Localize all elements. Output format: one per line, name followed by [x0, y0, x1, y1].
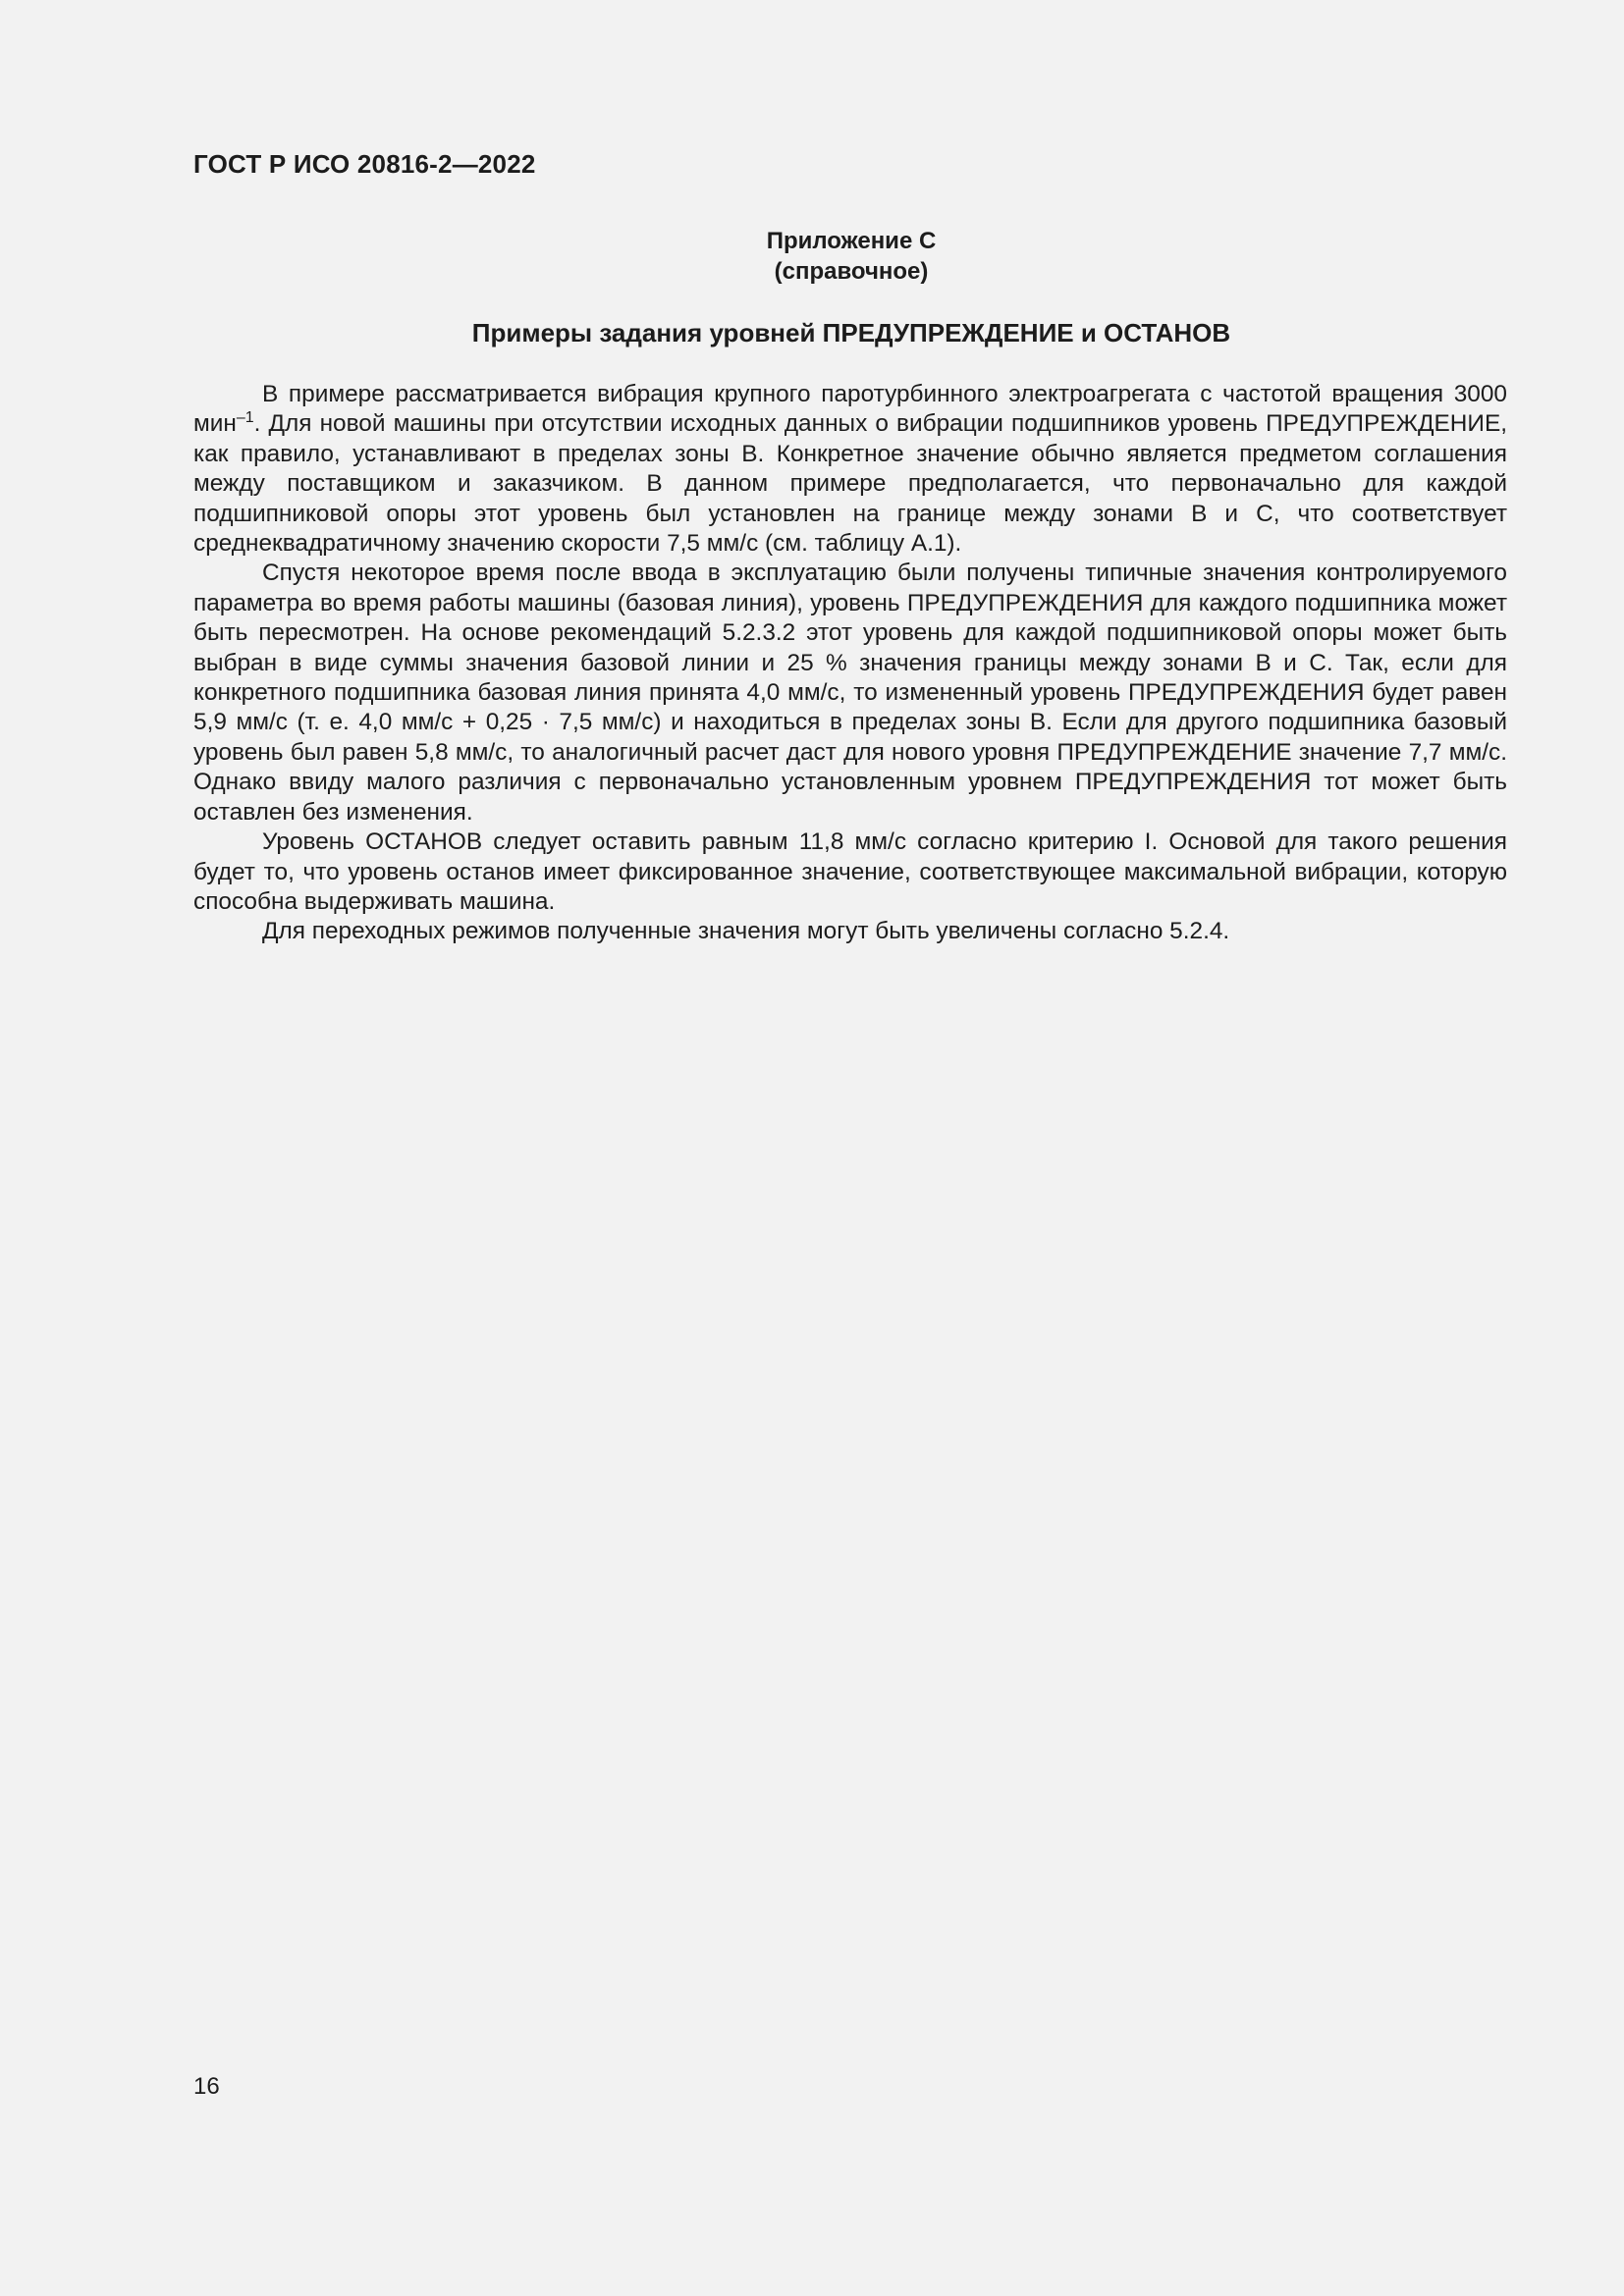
appendix-block — [193, 226, 1509, 287]
appendix-subtitle: (справочное) — [774, 258, 929, 285]
document-header: ГОСТ Р ИСО 20816-2—2022 — [193, 149, 536, 179]
paragraph-2: Спустя некоторое время после ввода в эксплуатацию были получены типичные значения контролируемого параметра во время работы машины (базовая линия), уровень ПРЕДУПРЕЖДЕНИЯ для каждого подшипника может быть пересмотрен. На основе рекомендаций 5.2.3.2 этот уровень для каждой подшипниковой опоры может быть выбран в виде суммы значения базовой линии и 25 % значения границы между зонами В и С. Так, если для конкретного подшипника базовая линия принята 4,0 мм/с, то измененный уровень ПРЕДУПРЕЖДЕНИЯ будет равен 5,9 мм/с (т. е. 4,0 мм/с + 0,25 · 7,5 мм/с) и находиться в пределах зоны В. Если для другого подшипника базовый уровень был равен 5,8 мм/с, то аналогичный расчет даст для нового уровня ПРЕДУПРЕЖДЕНИЕ значение 7,7 мм/с. Однако ввиду малого различия с первоначально установленным уровнем ПРЕДУПРЕЖДЕНИЯ тот может быть оставлен без изменения. — [193, 560, 1507, 826]
page-number: 16 — [193, 2073, 220, 2100]
appendix-title: Приложение С — [766, 228, 937, 254]
paragraph-1-part-1: В примере рассматривается вибрация крупного паротурбинного электроагрегата с частотой вращения 3000 мин — [193, 381, 1507, 438]
paragraph-4: Для переходных режимов полученные значения могут быть увеличены согласно 5.2.4. — [262, 918, 1230, 945]
paragraph-1 — [193, 380, 1507, 559]
paragraph-1-part-2: . Для новой машины при отсутствии исходных данных о вибрации подшипников уровень ПРЕДУПРЕЖДЕНИЕ, как правило, устанавливают в пределах зоны В. Конкретное значение обычно является предметом соглашения между поставщиком и заказчиком. В данном примере предполагается, что первоначально для каждой подшипниковой опоры этот уровень был установлен на границе между зонами В и С, что соответствует среднеквадратичному значению скорости 7,5 мм/с (см. таблицу А.1). — [193, 410, 1507, 558]
paragraph-3: Уровень ОСТАНОВ следует оставить равным 11,8 мм/с согласно критерию I. Основой для такого решения будет то, что уровень останов имеет фиксированное значение, соответствующее максимальной вибрации, которую способна выдерживать машина. — [193, 828, 1507, 915]
body-text — [193, 380, 1507, 947]
exponent-superscript: –1 — [236, 409, 254, 427]
section-heading: Примеры задания уровней ПРЕДУПРЕЖДЕНИЕ и ОСТАНОВ — [471, 318, 1231, 347]
